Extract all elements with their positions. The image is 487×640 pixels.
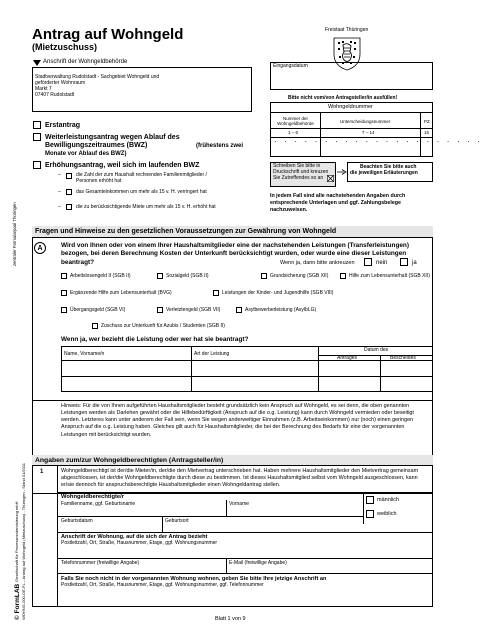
verletztengeld-checkbox[interactable] bbox=[157, 307, 163, 313]
weiter-label-4: Monate vor Ablauf des BWZ) bbox=[45, 151, 127, 157]
wohngeld-number-label: Wohngeldnummer bbox=[328, 104, 373, 110]
section-1-number: 1 bbox=[40, 469, 44, 475]
sub-1-checkbox[interactable] bbox=[66, 173, 72, 179]
hint-2: die jeweiligen Erläuterungen bbox=[350, 170, 418, 176]
grey-note-2: Druckschrift und kreuzen bbox=[273, 169, 329, 175]
state-label: Freistaat Thüringen bbox=[325, 27, 369, 33]
uebergangsgeld-checkbox[interactable] bbox=[61, 307, 67, 313]
female-checkbox[interactable] bbox=[366, 510, 374, 518]
sozialgeld-checkbox[interactable] bbox=[157, 273, 163, 279]
col-datum-label: Datum des bbox=[364, 347, 389, 353]
sub-3-checkbox[interactable] bbox=[66, 204, 72, 210]
section-a-badge: A bbox=[34, 242, 46, 254]
asylblg-checkbox[interactable] bbox=[236, 307, 242, 313]
sub-1a: die Zahl der zum Haushalt rechnenden Familienmitglieder / bbox=[76, 172, 207, 178]
authority-label: Anschrift der Wohngeldbehörde bbox=[43, 59, 128, 65]
prev-address-sub: Postleitzahl, Ort, Straße, Hausnummer, Etage, ggf. Wohnungsnummer, ggf. Telefonnummer bbox=[61, 582, 264, 588]
section-a-title: Fragen und Hinweise zu den gesetzlichen Voraussetzungen zur Gewährung von Wohngeld bbox=[35, 228, 337, 235]
range-3: 15 bbox=[424, 130, 430, 135]
benefit-grundsicherung: Grundsicherung (SGB XII) bbox=[270, 273, 329, 279]
jugendhilfe-checkbox[interactable] bbox=[213, 290, 219, 296]
bvg-checkbox[interactable] bbox=[61, 290, 67, 296]
receipt-date-label: Eingangsdatum bbox=[273, 63, 308, 69]
male-label: männlich bbox=[377, 497, 400, 503]
hinweis-text: Hinweis: Für die von Ihnen aufgeführten Haushaltsmitglieder besteht grundsätzlich kein Anspruch auf Wohngeld, es sei denn, die oben genannten Leistungen werden als Darlehen gewährt oder die Hilfebedürftigkeit (Anspruch auf die o.g. Leistung) kann durch Wohngeld vermieden oder beseitigt werden. Letzteres kann unter anderem der Fall sein, wenn Sie wegen anderweitiger Einnahmen (z.B. Arbeitseinkommen) nur (noch) einen geringen Anspruch auf die o.g. Leistung haben. Gleiches gilt auch für Haushaltsmitglieder, die bei der Berechnung des Bedarfs für eine der vorgenannten Leistungen mit berücksichtigt wurden. bbox=[61, 403, 414, 438]
male-checkbox[interactable] bbox=[366, 496, 374, 504]
col-antrag-label: Antrages bbox=[337, 355, 358, 361]
side-brand: © FormLAB bbox=[14, 583, 21, 620]
digit-dots: ····················· bbox=[274, 137, 487, 146]
sub-3: die zu berücksichtigende Miete um mehr als 15 v. H. erhöht hat bbox=[76, 204, 216, 210]
side-pool-label: zentraler Formularpool Thüringen bbox=[12, 202, 17, 266]
weiterleistung-checkbox[interactable] bbox=[33, 133, 41, 141]
weiter-label-3: (frühestens zwei bbox=[196, 143, 244, 149]
range-2: 7 – 14 bbox=[362, 130, 375, 135]
email-label: E-Mail (freiwillige Angabe) bbox=[229, 560, 287, 566]
birth-date-label: Geburtsdatum bbox=[61, 518, 93, 524]
prev-address-title: Falls Sie noch nicht in der vorgenannten Wohnung wohnen, geben Sie bitte Ihre jetzige Anschrift an bbox=[61, 576, 327, 582]
transfer-question: Wird von Ihnen oder von einem Ihrer Haushaltsmitglieder eine der nachstehenden Leistungen (Transferleistungen) bezogen, bei deren Berechnung Kosten der Unterkunft berücksichtigt wurden, oder wurde eine dieser Leistungen beantragt? bbox=[61, 242, 409, 266]
first-name-label: Vorname bbox=[229, 501, 250, 507]
page-number: Blatt 1 von 9 bbox=[215, 616, 246, 622]
if-yes-label: Wenn ja, dann bitte ankreuzen bbox=[280, 260, 355, 266]
hlu-checkbox[interactable] bbox=[340, 273, 346, 279]
person-title: Wohngeldberechtigte/r bbox=[61, 494, 125, 500]
ja-label: ja bbox=[412, 260, 417, 266]
benefit-jugendhilfe: Leistungen der Kinder- und Jugendhilfe (SGB VIII) bbox=[222, 290, 334, 296]
grey-note-1: Schreiben Sie bitte in bbox=[273, 163, 321, 169]
col-office-label: Nummer der Wohngeldbehörde bbox=[277, 116, 314, 127]
office-note: Bitte nicht vom/von Antragsteller/in ausfüllen! bbox=[288, 95, 398, 101]
sub-2-checkbox[interactable] bbox=[66, 189, 72, 195]
authority-line-1: Stadtverwaltung Rudolstadt - Sachgebiet Wohngeld und bbox=[35, 74, 160, 80]
ja-checkbox[interactable] bbox=[400, 258, 408, 266]
weiter-label-2: Bewilligungszeitraumes (BWZ) bbox=[45, 142, 148, 149]
address-title: Anschrift der Wohnung, auf die sich der Antrag bezieht bbox=[61, 534, 208, 540]
benefit-sozialgeld: Sozialgeld (SGB II) bbox=[166, 273, 209, 279]
page-subtitle: (Mietzuschuss) bbox=[32, 42, 98, 52]
range-1: 1 – 6 bbox=[288, 130, 299, 135]
arrow-right-icon bbox=[337, 169, 347, 175]
benefit-asylblg: Asylbewerberleistung (AsylbLG) bbox=[245, 307, 317, 313]
erhoehung-checkbox[interactable] bbox=[33, 161, 41, 169]
grey-note-3: Sie Zutreffendes so an bbox=[273, 175, 324, 181]
evidence-paragraph: In jedem Fall sind alle nachstehenden Angaben durch entsprechende Unterlagen und ggf. Zahlungsbelege nachzuweisen. bbox=[270, 193, 406, 213]
benefit-bvg: Ergänzende Hilfe zum Lebensunterhalt (BVG) bbox=[70, 290, 172, 296]
col-bescheid-label: Bescheides bbox=[390, 355, 416, 361]
nein-label: nein bbox=[376, 260, 388, 266]
side-code: WOHNG-000-DE-FL – Antrag auf Wohngeld (Mietzuschuss) - Thüringen - Stand 01/2011 bbox=[21, 462, 26, 620]
example-cross-icon bbox=[327, 175, 334, 182]
authority-line-2: geförderter Wohnraum bbox=[35, 80, 86, 86]
sub-1b: Personen erhöht hat bbox=[76, 178, 122, 184]
erstantrag-label: Erstantrag bbox=[45, 122, 81, 129]
address-sub: Postleitzahl, Ort, Straße, Hausnummer, Etage, ggf. Wohnungsnummer bbox=[61, 540, 218, 546]
azubi-checkbox[interactable] bbox=[92, 323, 98, 329]
grundsicherung-checkbox[interactable] bbox=[261, 273, 267, 279]
hint-1: Beachten Sie bitte auch bbox=[360, 164, 417, 170]
erstantrag-checkbox[interactable] bbox=[33, 121, 41, 129]
authority-line-3: Markt 7 bbox=[35, 86, 52, 92]
weiter-label-1: Weiterleistungsantrag wegen Ablauf des bbox=[45, 134, 180, 141]
birth-place-label: Geburtsort bbox=[165, 518, 189, 524]
benefit-alg2: Arbeitslosengeld II (SGB II) bbox=[70, 273, 131, 279]
alg2-checkbox[interactable] bbox=[61, 273, 67, 279]
section-1-intro: Wohngeldberechtigt ist der/die Mieter/in, der/die den Mietvertrag unterschrieben hat. Haben mehrere Haushaltsmitglieder den Mietvertrag gemeinsam abgeschlossen, ist der/die Wohngeldberechtigte durch diese zu bestimmen. Ist dieses Haushaltsmitglied selbst vom Wohngeld ausgeschlossen, kann er/sie dennoch für anspruchsberechtigte Haushaltsmitglieder einen Wohngeldantrag stellen. bbox=[61, 468, 419, 489]
erhoehung-label: Erhöhungsantrag, weil sich im laufenden BWZ bbox=[45, 162, 200, 169]
col-pz-label: PZ bbox=[424, 119, 430, 124]
benefit-uebergangsgeld: Übergangsgeld (SGB VI) bbox=[70, 307, 126, 313]
triangle-down-icon bbox=[33, 60, 41, 66]
col-art-label: Art der Leistung bbox=[194, 351, 230, 357]
page-title: Antrag auf Wohngeld bbox=[32, 26, 184, 43]
phone-label: Telefonnummer (freiwillige Angabe) bbox=[61, 560, 140, 566]
nein-checkbox[interactable] bbox=[364, 258, 372, 266]
benefit-hlu: Hilfe zum Lebensunterhalt (SGB XII) bbox=[349, 273, 430, 279]
who-question: Wenn ja, wer bezieht die Leistung oder wer hat sie beantragt? bbox=[61, 336, 249, 343]
col-name-label: Name, Vorname/n bbox=[64, 351, 105, 357]
sub-2: das Gesamteinkommen um mehr als 15 v. H. verringert hat bbox=[76, 189, 207, 195]
family-name-label: Familienname, ggf. Geburtsname bbox=[61, 501, 136, 507]
benefit-azubi: Zuschuss zur Unterkunft für Azubis / Studenten (SGB II) bbox=[101, 323, 225, 329]
side-brand-2: Gesellschaft für Prozessmodernisierung mbH bbox=[14, 501, 19, 582]
benefit-verletztengeld: Verletztengeld (SGB VII) bbox=[166, 307, 221, 313]
col-sub-label: Unterscheidungsnummer bbox=[340, 119, 391, 124]
female-label: weiblich bbox=[377, 511, 397, 517]
authority-line-4: 07407 Rudolstadt bbox=[35, 92, 75, 98]
section-1-title: Angaben zum/zur Wohngeldberechtigten (Antragsteller/in) bbox=[35, 457, 224, 464]
